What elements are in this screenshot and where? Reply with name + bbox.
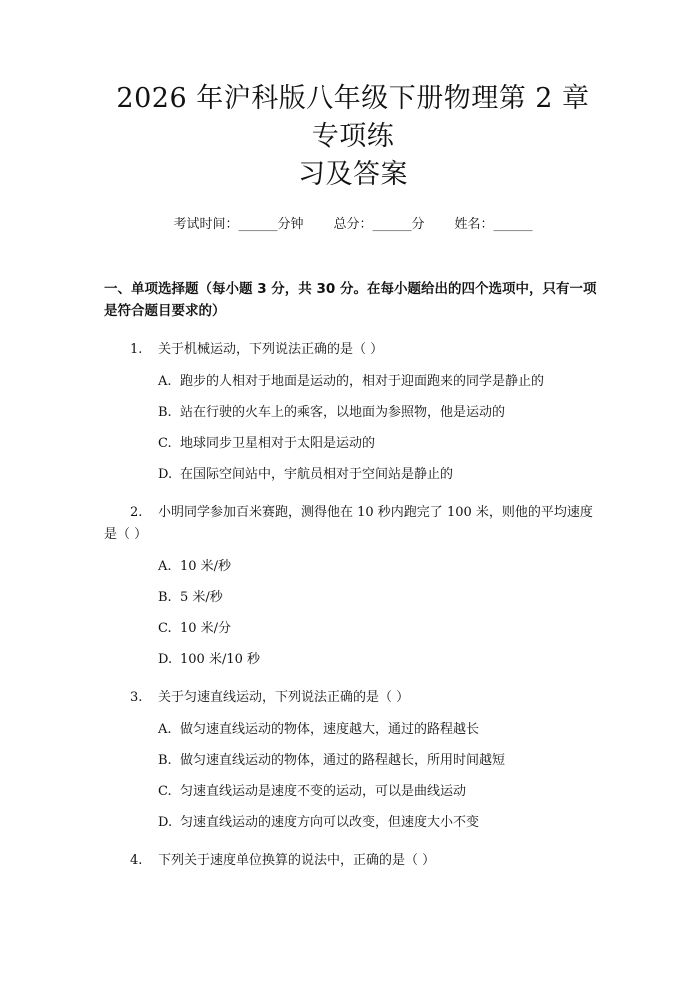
option-text: 地球同步卫星相对于太阳是运动的 [180, 436, 376, 451]
option-text: 10 米/秒 [180, 559, 232, 574]
option-text: 站在行驶的火车上的乘客，以地面为参照物，他是运动的 [180, 405, 506, 420]
option-key: C. [158, 436, 172, 451]
option-key: D. [158, 652, 173, 667]
question [104, 850, 602, 872]
question-number: 2. [130, 505, 143, 520]
option-text: 做匀速直线运动的物体，通过的路程越长，所用时间越短 [180, 753, 506, 768]
question-text: 关于机械运动，下列说法正确的是（ ） [158, 342, 384, 357]
option-key: B. [158, 753, 172, 768]
question-text: 小明同学参加百米赛跑，测得他在 10 秒内跑完了 100 米，则他的平均速度是（ ） [104, 505, 593, 542]
option-text: 100 米/10 秒 [180, 652, 260, 667]
option [104, 751, 602, 771]
option [104, 782, 602, 802]
option-text: 10 米/分 [180, 621, 232, 636]
question-number: 1. [130, 342, 143, 357]
option-text: 跑步的人相对于地面是运动的，相对于迎面跑来的同学是静止的 [180, 374, 545, 389]
option-key: B. [158, 590, 172, 605]
option [104, 434, 602, 454]
exam-score: 总分：______分 [333, 217, 425, 232]
option-key: D. [158, 467, 173, 482]
option-text: 5 米/秒 [180, 590, 223, 605]
option [104, 465, 602, 485]
option-key: C. [158, 784, 172, 799]
question-number: 4. [130, 853, 143, 868]
option [104, 372, 602, 392]
option [104, 813, 602, 833]
option-text: 做匀速直线运动的物体，速度越大，通过的路程越长 [180, 722, 480, 737]
option [104, 650, 602, 670]
exam-time: 考试时间：______分钟 [173, 217, 304, 232]
question [104, 502, 602, 546]
student-name: 姓名：______ [454, 217, 533, 232]
option-key: A. [158, 722, 172, 737]
option-key: C. [158, 621, 172, 636]
title-line-1: 2026 年沪科版八年级下册物理第 2 章专项练 [116, 83, 590, 152]
option-key: D. [158, 815, 173, 830]
section-heading: 一、单项选择题（每小题 3 分，共 30 分。在每小题给出的四个选项中，只有一项是符合题目要求的） [104, 281, 597, 319]
document-title [104, 80, 602, 194]
option-text: 匀速直线运动的速度方向可以改变，但速度大小不变 [180, 815, 480, 830]
question [104, 687, 602, 709]
option-list [104, 372, 602, 485]
document-page [0, 80, 700, 985]
option-key: B. [158, 405, 172, 420]
question-text: 下列关于速度单位换算的说法中，正确的是（ ） [158, 853, 436, 868]
option [104, 720, 602, 740]
option [104, 557, 602, 577]
exam-meta [104, 216, 602, 234]
question-number: 3. [130, 690, 143, 705]
option [104, 588, 602, 608]
option [104, 619, 602, 639]
option-list [104, 720, 602, 833]
question [104, 339, 602, 361]
option-key: A. [158, 559, 172, 574]
option [104, 403, 602, 423]
option-list [104, 557, 602, 670]
title-line-2: 习及答案 [298, 159, 408, 190]
option-text: 匀速直线运动是速度不变的运动，可以是曲线运动 [180, 784, 467, 799]
question-text: 关于匀速直线运动，下列说法正确的是（ ） [158, 690, 410, 705]
option-text: 在国际空间站中，宇航员相对于空间站是静止的 [180, 467, 454, 482]
option-key: A. [158, 374, 172, 389]
